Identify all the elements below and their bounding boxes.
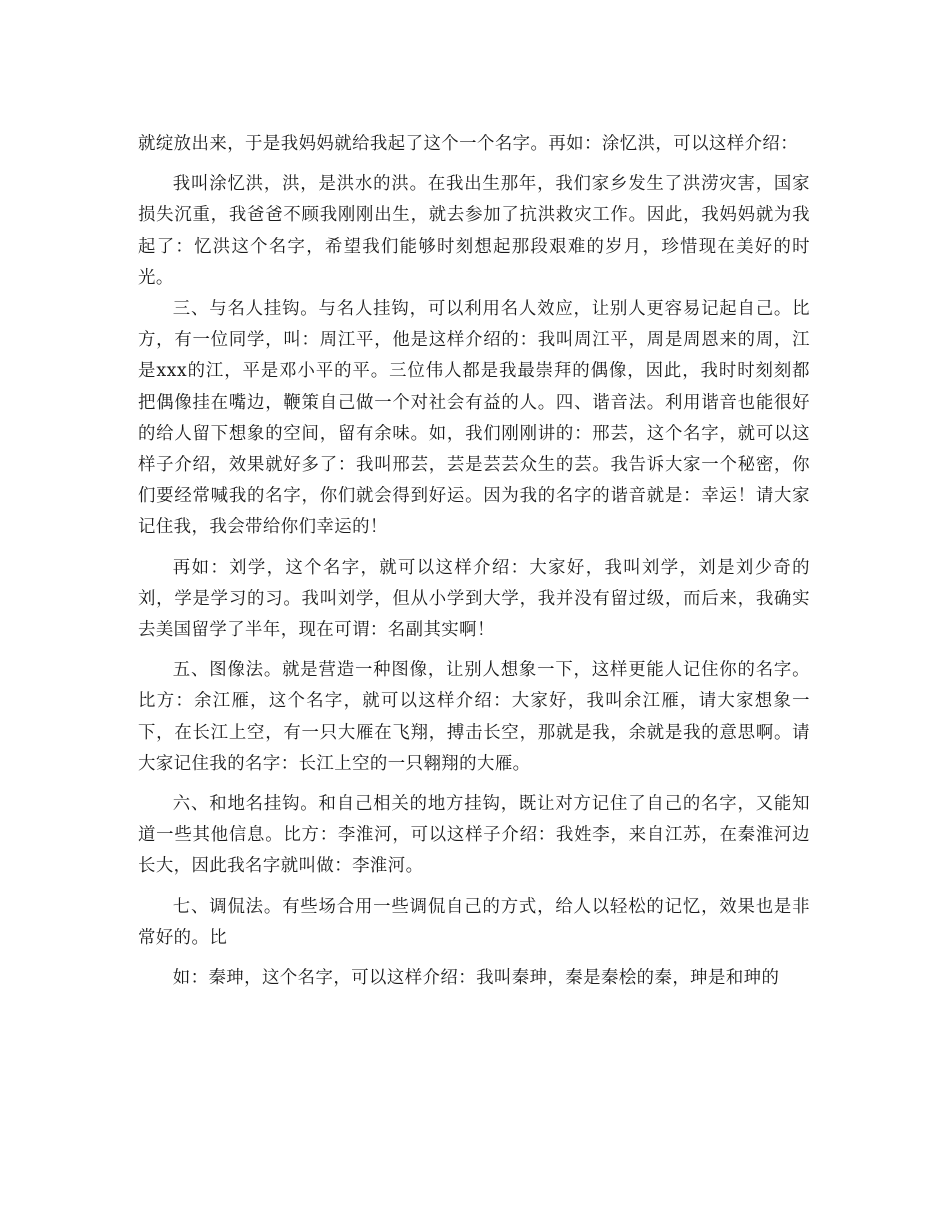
paragraph-6: 六、和地名挂钩。和自己相关的地方挂钩，既让对方记住了自己的名字，又能知道一些其他信息。比方：李淮河，可以这样子介绍：我姓李，来自江苏，在秦淮河边长大，因此我名字就叫做：李淮河。 xyxy=(138,794,810,877)
paragraph-7: 七、调侃法。有些场合用一些调侃自己的方式，给人以轻松的记忆，效果也是非常好的。比 xyxy=(138,896,810,948)
paragraph-2: 我叫涂忆洪，洪，是洪水的洪。在我出生那年，我们家乡发生了洪涝灾害，国家损失沉重，我爸爸不顾我刚刚出生，就去参加了抗洪救灾工作。因此，我妈妈就为我起了：忆洪这个名字，希望我们能够时刻想起那段艰难的岁月，珍惜现在美好的时光。 xyxy=(138,174,810,288)
paragraph-5: 五、图像法。就是营造一种图像，让别人想象一下，这样更能人记住你的名字。比方：余江雁，这个名字，就可以这样介绍：大家好，我叫余江雁，请大家想象一下，在长江上空，有一只大雁在飞翔，搏击长空，那就是我，余就是我的意思啊。请大家记住我的名字：长江上空的一只翱翔的大雁。 xyxy=(138,660,810,774)
paragraph-1: 就绽放出来，于是我妈妈就给我起了这个一个名字。再如：涂忆洪，可以这样介绍： xyxy=(138,134,799,154)
paragraph-3: 三、与名人挂钩。与名人挂钩，可以利用名人效应，让别人更容易记起自己。比方，有一位同学，叫：周江平，他是这样介绍的：我叫周江平，周是周恩来的周，江是xxx的江，平是邓小平的平。三位伟人都是我最崇拜的偶像，因此，我时时刻刻都把偶像挂在嘴边，鞭策自己做一个对社会有益的人。四、谐音法。利用谐音也能很好的给人留下想象的空间，留有余味。如，我们刚刚讲的：邢芸，这个名字，就可以这样子介绍，效果就好多了：我叫邢芸，芸是芸芸众生的芸。我告诉大家一个秘密，你们要经常喊我的名字，你们就会得到好运。因为我的名字的谐音就是：幸运！请大家记住我，我会带给你们幸运的！ xyxy=(138,299,810,538)
paragraph-8: 如：秦珅，这个名字，可以这样介绍：我叫秦珅，秦是秦桧的秦，珅是和珅的 xyxy=(172,968,780,989)
paragraph-4: 再如：刘学，这个名字，就可以这样介绍：大家好，我叫刘学，刘是刘少奇的刘，学是学习的习。我叫刘学，但从小学到大学，我并没有留过级，而后来，我确实去美国留学了半年，现在可谓：名副其实啊！ xyxy=(138,557,810,641)
document-body xyxy=(138,129,810,994)
